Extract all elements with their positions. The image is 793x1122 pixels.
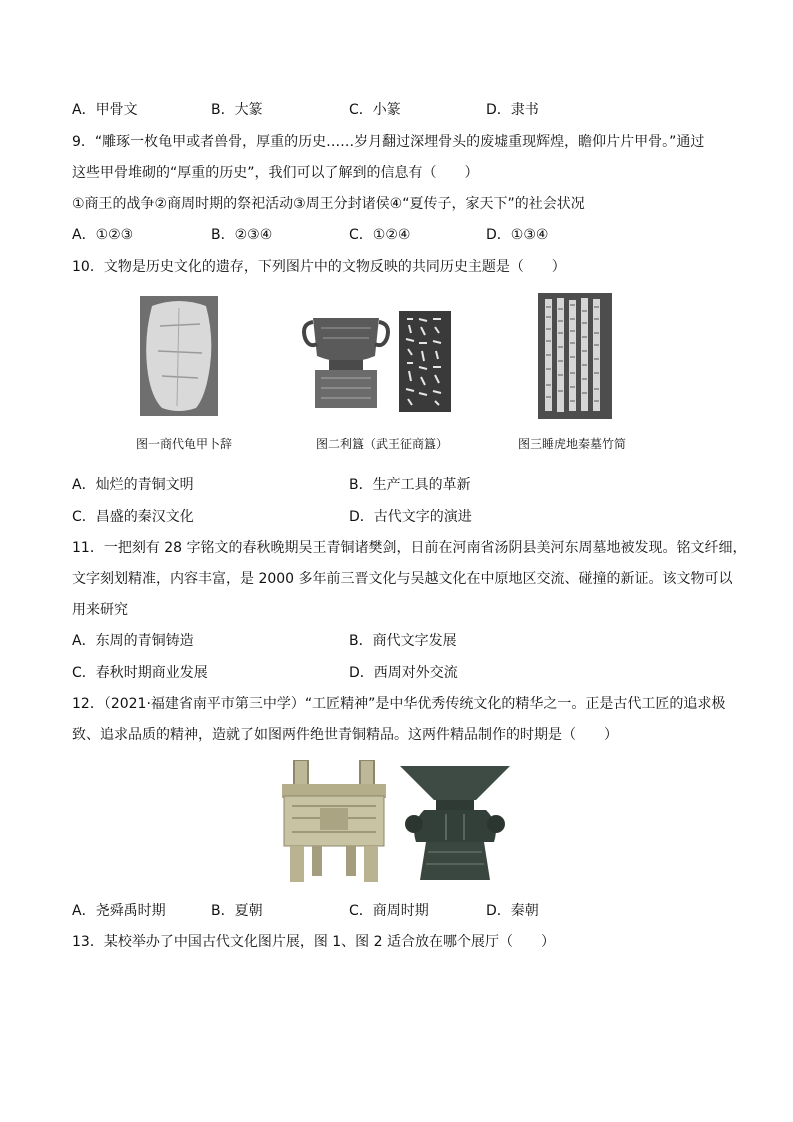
q11-stem-line1: 11．一把刻有 28 字铭文的春秋晚期吴王青铜诸樊剑，日前在河南省汤阴县美河东周墓地被发现。铭文纤细，: [72, 540, 747, 556]
bamboo-slips-image: [538, 293, 612, 419]
inscription-rubbing-image: [399, 311, 451, 412]
q8-option-d[interactable]: D．隶书: [486, 102, 539, 118]
q8-option-b[interactable]: B．大篆: [211, 102, 263, 118]
q10-options-row1: [72, 475, 712, 495]
q10-stem: 10．文物是历史文化的遗存，下列图片中的文物反映的共同历史主题是（ ）: [72, 259, 566, 275]
q9-option-b[interactable]: B．②③④: [211, 227, 273, 243]
q10-option-d[interactable]: D．古代文字的演进: [349, 509, 472, 525]
q10-caption-3: 图三睡虎地秦墓竹简: [518, 437, 627, 451]
q10-caption-2: 图二利簋（武王征商簋）: [316, 437, 449, 451]
q8-options: [72, 100, 712, 120]
q12-stem-line1: 12．（2021·福建省南平市第三中学）“工匠精神”是中华优秀传统文化的精华之一。正是古代工匠的追求极: [72, 696, 726, 712]
q8-option-a[interactable]: A．甲骨文: [72, 102, 138, 118]
q9-stem-line2: 这些甲骨堆砌的“厚重的历史”，我们可以了解到的信息有（ ）: [72, 165, 479, 181]
q11-options-row2: [72, 663, 712, 683]
q9-options: [72, 225, 712, 245]
q9-items: ①商王的战争②商周时期的祭祀活动③周王分封诸侯④“夏传子，家天下”的社会状况: [72, 196, 585, 212]
q10-caption-1: 图一商代龟甲卜辞: [136, 437, 233, 451]
bronze-gui-image: [301, 308, 391, 411]
q11-stem-line2: 文字刻划精准，内容丰富，是 2000 多年前三晋文化与吴越文化在中原地区交流、碰撞的新证。该文物可以: [72, 571, 733, 587]
q12-option-b[interactable]: B．夏朝: [211, 903, 263, 919]
q10-option-c[interactable]: C．昌盛的秦汉文化: [72, 509, 194, 525]
q10-options-row2: [72, 507, 712, 527]
q13-stem: 13．某校举办了中国古代文化图片展，图 1、图 2 适合放在哪个展厅（ ）: [72, 934, 555, 950]
q9-option-a[interactable]: A．①②③: [72, 227, 134, 243]
q11-option-b[interactable]: B．商代文字发展: [349, 633, 457, 649]
q12-stem-line2: 致、追求品质的精神，造就了如图两件绝世青铜精品。这两件精品制作的时期是（ ）: [72, 727, 618, 743]
q12-option-a[interactable]: A．尧舜禹时期: [72, 903, 166, 919]
q11-option-d[interactable]: D．西周对外交流: [349, 665, 458, 681]
q11-stem-line3: 用来研究: [72, 602, 128, 618]
q12-option-c[interactable]: C．商周时期: [349, 903, 429, 919]
q9-stem-line1: 9．“雕琢一枚龟甲或者兽骨，厚重的历史……岁月翻过深埋骨头的废墟重现辉煌，瞻仰片片甲骨。”通过: [72, 134, 705, 150]
q12-options: [72, 901, 712, 921]
q11-option-c[interactable]: C．春秋时期商业发展: [72, 665, 208, 681]
bronze-zun-image: [396, 762, 514, 884]
q10-option-b[interactable]: B．生产工具的革新: [349, 477, 471, 493]
q8-option-c[interactable]: C．小篆: [349, 102, 401, 118]
bronze-ding-image: [276, 760, 392, 884]
q11-options-row1: [72, 631, 712, 651]
oracle-bone-image: [140, 296, 218, 416]
q10-option-a[interactable]: A．灿烂的青铜文明: [72, 477, 194, 493]
q12-option-d[interactable]: D．秦朝: [486, 903, 539, 919]
q11-option-a[interactable]: A．东周的青铜铸造: [72, 633, 194, 649]
q9-option-d[interactable]: D．①③④: [486, 227, 549, 243]
q9-option-c[interactable]: C．①②④: [349, 227, 411, 243]
